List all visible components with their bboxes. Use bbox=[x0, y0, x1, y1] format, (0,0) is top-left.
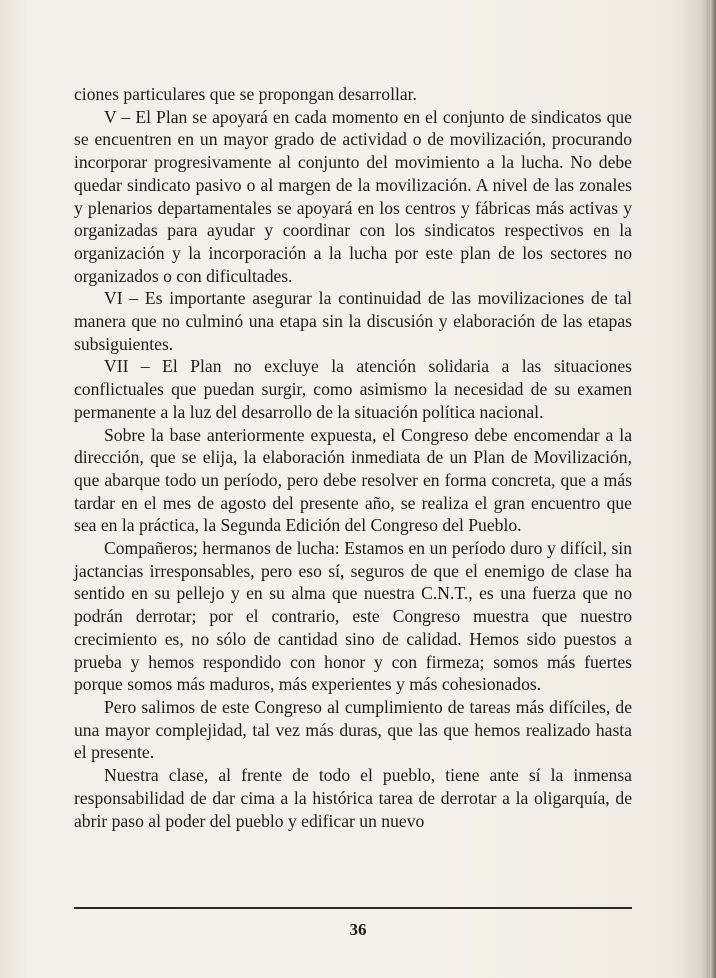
paragraph-point-v: V – El Plan se apoyará en cada momento en el conjunto de sindicatos que se encuentren en un mayor grado de actividad o de movilización, procurando incorporar progresivamente al conjunto del movimiento a la lucha. No debe quedar sindicato pasivo o al margen de la movilización. A nivel de las zonales y plenarios departamentales se apoyará en los centros y fábricas más activas y organizadas para ayudar y coordinar con los sindicatos respectivos en la organización y la incorporación a la lucha por este plan de los sectores no organizados o con dificultades. bbox=[74, 106, 632, 286]
paragraph-companeros: Compañeros; hermanos de lucha: Estamos en un período duro y difícil, sin jactancias irresponsables, pero eso sí, seguros de que el enemigo de clase ha sentido en su pellejo y en su alma que nuestra C.N.T., es una fuerza que no podrán derrotar; por el contrario, este Congreso muestra que nuestro crecimiento es, no sólo de cantidad sino de calidad. Hemos sido puestos a prueba y hemos respondido con honor y con firmeza; somos más fuertes porque somos más maduros, más experientes y más cohesionados. bbox=[74, 538, 632, 695]
page-number: 36 bbox=[349, 920, 367, 939]
paragraph-salimos: Pero salimos de este Congreso al cumplimiento de tareas más difíciles, de una mayor complejidad, tal vez más duras, que las que hemos realizado hasta el presente. bbox=[74, 696, 632, 763]
paragraph-point-vii: VII – El Plan no excluye la atención solidaria a las situaciones conflictuales que puedan surgir, como asimismo la necesidad de su examen permanente a la luz del desarrollo de la situación política nacional. bbox=[74, 356, 632, 422]
page-edge-shadow bbox=[710, 0, 716, 978]
body-text bbox=[74, 83, 632, 832]
paragraph-continuation: ciones particulares que se propongan desarrollar. bbox=[74, 84, 417, 104]
paragraph-nuestra-clase: Nuestra clase, al frente de todo el pueblo, tiene ante sí la inmensa responsabilidad de dar cima a la histórica tarea de derrotar a la oligarquía, de abrir paso al poder del pueblo y edificar un nuevo bbox=[74, 765, 632, 831]
paragraph-point-vi: VI – Es importante asegurar la continuidad de las movilizaciones de tal manera que no culminó una etapa sin la discusión y elaboración de las etapas subsiguientes. bbox=[74, 288, 632, 354]
footer-rule bbox=[74, 907, 632, 909]
paragraph-congreso-base: Sobre la base anteriormente expuesta, el Congreso debe encomendar a la dirección, que se elija, la elaboración inmediata de un Plan de Movilización, que abarque todo un período, pero debe resolver en forma concreta, que a más tardar en el mes de agosto del presente año, se realiza el gran encuentro que sea en la práctica, la Segunda Edición del Congreso del Pueblo. bbox=[74, 424, 632, 536]
